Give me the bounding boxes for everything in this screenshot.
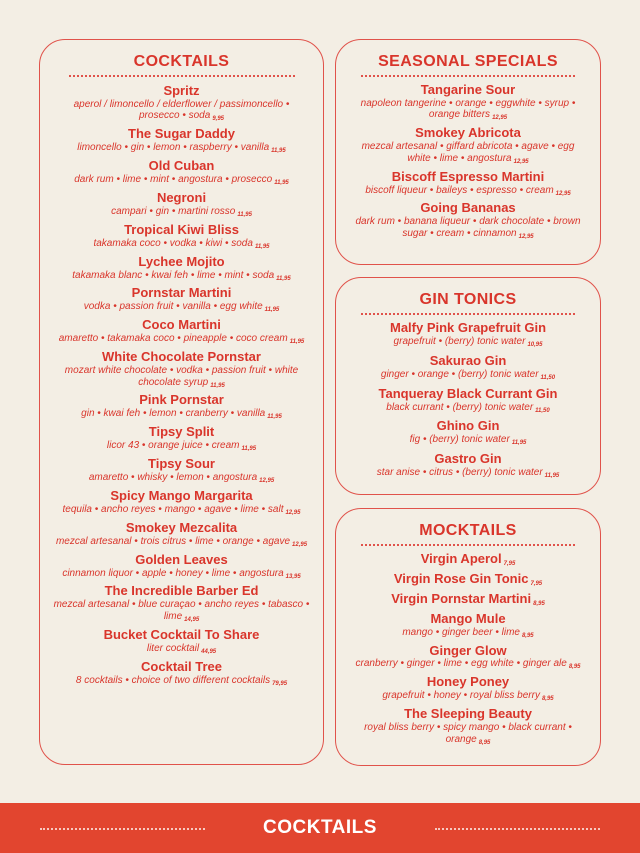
item-description bbox=[343, 658, 593, 671]
item-price: 11,95 bbox=[276, 275, 291, 282]
item-name-text: Going Bananas bbox=[420, 200, 516, 216]
item-price: 7,95 bbox=[530, 580, 543, 587]
item-description bbox=[48, 174, 316, 187]
item-description bbox=[48, 472, 316, 485]
item-description bbox=[48, 408, 316, 421]
item-price: 11,95 bbox=[264, 307, 280, 314]
menu-item bbox=[343, 675, 593, 703]
menu-item bbox=[343, 387, 593, 415]
item-description bbox=[343, 98, 593, 122]
menu-item bbox=[343, 354, 593, 382]
menu-item bbox=[48, 521, 316, 549]
item-name bbox=[48, 628, 316, 643]
item-name-text: Smokey Mezcalita bbox=[125, 519, 238, 535]
item-name bbox=[48, 223, 316, 238]
item-name bbox=[343, 419, 593, 434]
item-name-text: The Sleeping Beauty bbox=[404, 706, 532, 722]
item-description-text: grapefruit • (berry) tonic water bbox=[393, 335, 526, 347]
item-description bbox=[343, 141, 593, 165]
menu-item bbox=[48, 255, 316, 283]
item-name-text: Spicy Mango Margarita bbox=[110, 487, 253, 503]
item-name bbox=[48, 255, 316, 270]
item-price: 8,95 bbox=[521, 632, 534, 639]
item-name-text: The Sugar Daddy bbox=[128, 126, 235, 142]
item-description-text: royal bliss berry • spicy mango • black currant • orange bbox=[364, 722, 572, 745]
item-name-text: Sakurao Gin bbox=[429, 352, 507, 368]
item-name bbox=[48, 191, 316, 206]
item-description bbox=[343, 185, 593, 198]
item-price: 11,95 bbox=[254, 243, 270, 250]
item-price: 14,95 bbox=[184, 616, 200, 623]
item-price: 11,95 bbox=[267, 414, 282, 421]
menu-item bbox=[343, 644, 593, 672]
menu-item bbox=[343, 552, 593, 568]
item-description bbox=[343, 627, 593, 640]
mocktails-title: MOCKTAILS bbox=[419, 522, 517, 539]
item-name-text: Tropical Kiwi Bliss bbox=[124, 221, 239, 237]
item-price: 12,95 bbox=[259, 478, 275, 485]
item-description bbox=[343, 369, 593, 382]
menu-item bbox=[343, 452, 593, 480]
item-price: 12,95 bbox=[285, 509, 301, 516]
item-name bbox=[343, 321, 593, 336]
item-name-text: Biscoff Espresso Martini bbox=[391, 168, 545, 184]
menu-item bbox=[48, 318, 316, 346]
item-description bbox=[48, 333, 316, 346]
item-price: 8,95 bbox=[533, 600, 545, 607]
menu-item bbox=[48, 84, 316, 123]
item-name-text: Spritz bbox=[163, 83, 200, 98]
item-description bbox=[48, 643, 316, 656]
menu-item bbox=[48, 425, 316, 453]
item-name bbox=[48, 425, 316, 440]
gin-tonics-panel bbox=[335, 277, 601, 495]
item-name-text: Coco Martini bbox=[142, 317, 221, 333]
item-description-text: liter cocktail bbox=[146, 642, 200, 654]
menu-item bbox=[48, 457, 316, 485]
item-name bbox=[343, 644, 593, 659]
item-name bbox=[48, 457, 316, 472]
footer-title: COCKTAILS bbox=[263, 817, 377, 838]
seasonal-specials-panel bbox=[335, 39, 601, 265]
item-name-text: Tangarine Sour bbox=[420, 82, 516, 97]
item-name bbox=[343, 612, 593, 627]
item-name bbox=[343, 170, 593, 185]
item-name-text: Ghino Gin bbox=[436, 418, 500, 434]
item-description-text: fig • (berry) tonic water bbox=[409, 434, 510, 446]
menu-item bbox=[48, 191, 316, 219]
item-price: 11,50 bbox=[540, 374, 556, 381]
item-description bbox=[48, 675, 316, 688]
item-name-text: Ginger Glow bbox=[429, 642, 507, 658]
item-description bbox=[343, 434, 593, 447]
item-name bbox=[48, 521, 316, 536]
item-description-text: takamaka blanc • kwai feh • lime • mint • soda bbox=[72, 269, 275, 281]
item-name-text: Tanqueray Black Currant Gin bbox=[378, 385, 558, 401]
item-description-text: mezcal artesanal • blue curaçao • ancho reyes • tabasco • lime bbox=[53, 599, 310, 622]
item-name bbox=[343, 354, 593, 369]
title-divider bbox=[361, 313, 575, 315]
item-name bbox=[48, 584, 316, 599]
title-divider bbox=[69, 75, 295, 77]
item-price: 12,95 bbox=[492, 115, 508, 122]
item-description-text: mezcal artesanal • trois citrus • lime • orange • agave bbox=[55, 535, 291, 547]
item-description bbox=[48, 238, 316, 251]
item-price: 7,95 bbox=[503, 561, 516, 567]
item-description-text: amaretto • takamaka coco • pineapple • coco cream bbox=[58, 333, 288, 345]
item-name bbox=[48, 393, 316, 408]
item-name bbox=[343, 707, 593, 722]
item-price: 12,95 bbox=[513, 158, 529, 165]
footer-divider-right bbox=[435, 828, 600, 830]
item-description-text: tequila • ancho reyes • mango • agave • lime • salt bbox=[62, 503, 284, 515]
item-description-text: campari • gin • martini rosso bbox=[111, 205, 236, 217]
item-price: 12,95 bbox=[555, 190, 571, 197]
item-description-text: vodka • passion fruit • vanilla • egg white bbox=[83, 301, 263, 313]
item-price: 79,95 bbox=[272, 680, 288, 687]
item-name bbox=[48, 660, 316, 675]
item-name-text: Old Cuban bbox=[148, 158, 215, 174]
menu-item bbox=[343, 201, 593, 240]
item-name bbox=[343, 675, 593, 690]
item-name bbox=[343, 572, 593, 588]
item-description-text: gin • kwai feh • lemon • cranberry • vanilla bbox=[81, 408, 266, 420]
menu-item bbox=[48, 660, 316, 688]
gin-tonics-title: GIN TONICS bbox=[419, 291, 517, 308]
item-price: 12,95 bbox=[292, 541, 308, 548]
cocktails-title: COCKTAILS bbox=[133, 53, 230, 70]
item-price: 11,95 bbox=[210, 382, 225, 389]
item-description bbox=[48, 301, 316, 314]
item-description bbox=[343, 402, 593, 415]
menu-item bbox=[343, 592, 593, 608]
item-description-text: dark rum • banana liqueur • dark chocolate • brown sugar • cream • cinnamon bbox=[355, 216, 581, 239]
item-description-text: takamaka coco • vodka • kiwi • soda bbox=[93, 237, 253, 249]
menu-item bbox=[343, 612, 593, 640]
item-name-text: Virgin Pornstar Martini bbox=[391, 590, 532, 606]
item-description-text: dark rum • lime • mint • angostura • prosecco bbox=[74, 174, 273, 186]
menu-item bbox=[48, 553, 316, 581]
menu-item bbox=[343, 83, 593, 122]
menu-item bbox=[343, 321, 593, 349]
item-price: 10,95 bbox=[527, 341, 543, 348]
item-description bbox=[48, 365, 316, 389]
item-description-text: black currant • (berry) tonic water bbox=[386, 401, 534, 413]
item-description bbox=[343, 216, 593, 240]
menu-item bbox=[48, 393, 316, 421]
item-description-text: mango • ginger beer • lime bbox=[402, 626, 520, 638]
item-description bbox=[48, 99, 316, 123]
item-name-text: Cocktail Tree bbox=[141, 658, 222, 674]
item-price: 8,95 bbox=[478, 739, 491, 746]
item-name-text: Smokey Abricota bbox=[415, 125, 521, 141]
footer-banner bbox=[0, 803, 640, 853]
item-name bbox=[48, 553, 316, 568]
item-name-text: Pornstar Martini bbox=[131, 285, 232, 301]
item-name bbox=[48, 350, 316, 365]
menu-item bbox=[343, 707, 593, 746]
item-price: 11,95 bbox=[241, 446, 257, 453]
item-name bbox=[48, 159, 316, 174]
item-name-text: Gastro Gin bbox=[434, 451, 502, 467]
item-price: 11,95 bbox=[237, 211, 252, 218]
item-price: 11,95 bbox=[544, 473, 560, 480]
title-divider bbox=[361, 544, 575, 546]
menu-item bbox=[48, 489, 316, 517]
item-description-text: 8 cocktails • choice of two different cocktails bbox=[75, 674, 271, 686]
item-name-text: Mango Mule bbox=[430, 610, 506, 626]
item-description-text: licor 43 • orange juice • cream bbox=[106, 440, 240, 452]
item-name-text: Virgin Rose Gin Tonic bbox=[393, 570, 529, 586]
item-name bbox=[48, 84, 316, 99]
item-description-text: mezcal artesanal • giffard abricota • agave • egg white • lime • angostura bbox=[361, 141, 575, 164]
menu-item bbox=[343, 419, 593, 447]
item-description bbox=[48, 206, 316, 219]
item-price: 44,95 bbox=[201, 648, 217, 655]
item-name bbox=[343, 126, 593, 141]
item-name bbox=[343, 552, 593, 568]
item-price: 11,95 bbox=[271, 148, 286, 155]
item-description-text: napoleon tangerine • orange • eggwhite • syrup • orange bitters bbox=[360, 97, 576, 121]
menu-item bbox=[48, 127, 316, 155]
cocktails-panel bbox=[39, 39, 324, 765]
menu-item bbox=[343, 170, 593, 198]
menu-item bbox=[48, 286, 316, 314]
item-name-text: Tipsy Sour bbox=[148, 456, 215, 472]
item-description bbox=[48, 599, 316, 623]
menu-item bbox=[343, 572, 593, 588]
item-name bbox=[343, 387, 593, 402]
item-description bbox=[48, 142, 316, 155]
item-description bbox=[343, 722, 593, 746]
item-description-text: aperol / limoncello / elderflower / passimoncello • prosecco • soda bbox=[73, 98, 290, 122]
item-name-text: Honey Poney bbox=[426, 674, 510, 690]
seasonal-specials-title: SEASONAL SPECIALS bbox=[378, 53, 558, 70]
item-name-text: Bucket Cocktail To Share bbox=[103, 626, 260, 642]
item-name-text: White Chocolate Pornstar bbox=[102, 349, 261, 365]
item-price: 8,95 bbox=[541, 696, 554, 703]
item-price: 11,95 bbox=[289, 339, 305, 346]
menu-item bbox=[48, 350, 316, 389]
menu-item bbox=[48, 584, 316, 623]
item-name bbox=[343, 83, 593, 98]
item-price: 11,95 bbox=[274, 180, 289, 187]
item-description-text: grapefruit • honey • royal bliss berry bbox=[382, 690, 540, 702]
item-description bbox=[48, 504, 316, 517]
item-description-text: biscoff liqueur • baileys • espresso • cream bbox=[365, 184, 554, 196]
item-description bbox=[343, 690, 593, 703]
item-name bbox=[343, 201, 593, 216]
item-description-text: cinnamon liquor • apple • honey • lime • angostura bbox=[62, 567, 284, 579]
item-name bbox=[343, 452, 593, 467]
menu-item bbox=[48, 628, 316, 656]
item-price: 12,95 bbox=[518, 233, 534, 240]
item-description-text: mozart white chocolate • vodka • passion fruit • white chocolate syrup bbox=[64, 365, 299, 388]
item-description bbox=[343, 467, 593, 480]
item-name-text: Lychee Mojito bbox=[138, 253, 225, 269]
item-name bbox=[48, 127, 316, 142]
title-divider bbox=[361, 75, 575, 77]
item-name-text: The Incredible Barber Ed bbox=[104, 583, 259, 599]
menu-item bbox=[48, 223, 316, 251]
item-name bbox=[48, 318, 316, 333]
item-name-text: Tipsy Split bbox=[148, 424, 215, 440]
item-name-text: Virgin Aperol bbox=[420, 551, 502, 566]
item-name bbox=[343, 592, 593, 608]
item-price: 11,95 bbox=[511, 440, 527, 447]
item-name-text: Malfy Pink Grapefruit Gin bbox=[389, 320, 547, 335]
mocktails-panel bbox=[335, 508, 601, 766]
item-description bbox=[48, 536, 316, 549]
item-description bbox=[343, 336, 593, 349]
menu-item bbox=[343, 126, 593, 165]
item-description-text: limoncello • gin • lemon • raspberry • vanilla bbox=[77, 142, 270, 154]
item-name bbox=[48, 286, 316, 301]
item-description-text: amaretto • whisky • lemon • angostura bbox=[88, 472, 258, 484]
item-name-text: Pink Pornstar bbox=[139, 392, 224, 408]
item-price: 13,95 bbox=[285, 573, 301, 580]
item-description-text: cranberry • ginger • lime • egg white • ginger ale bbox=[355, 658, 567, 670]
item-description-text: ginger • orange • (berry) tonic water bbox=[380, 368, 539, 380]
item-description-text: star anise • citrus • (berry) tonic water bbox=[376, 467, 543, 479]
menu-item bbox=[48, 159, 316, 187]
item-description bbox=[48, 270, 316, 283]
item-price: 8,95 bbox=[568, 664, 581, 671]
item-description bbox=[48, 440, 316, 453]
item-name-text: Negroni bbox=[156, 189, 207, 205]
item-name bbox=[48, 489, 316, 504]
item-price: 9,95 bbox=[212, 116, 224, 123]
item-name-text: Golden Leaves bbox=[135, 551, 228, 567]
item-price: 11,50 bbox=[535, 407, 550, 414]
item-description bbox=[48, 568, 316, 581]
